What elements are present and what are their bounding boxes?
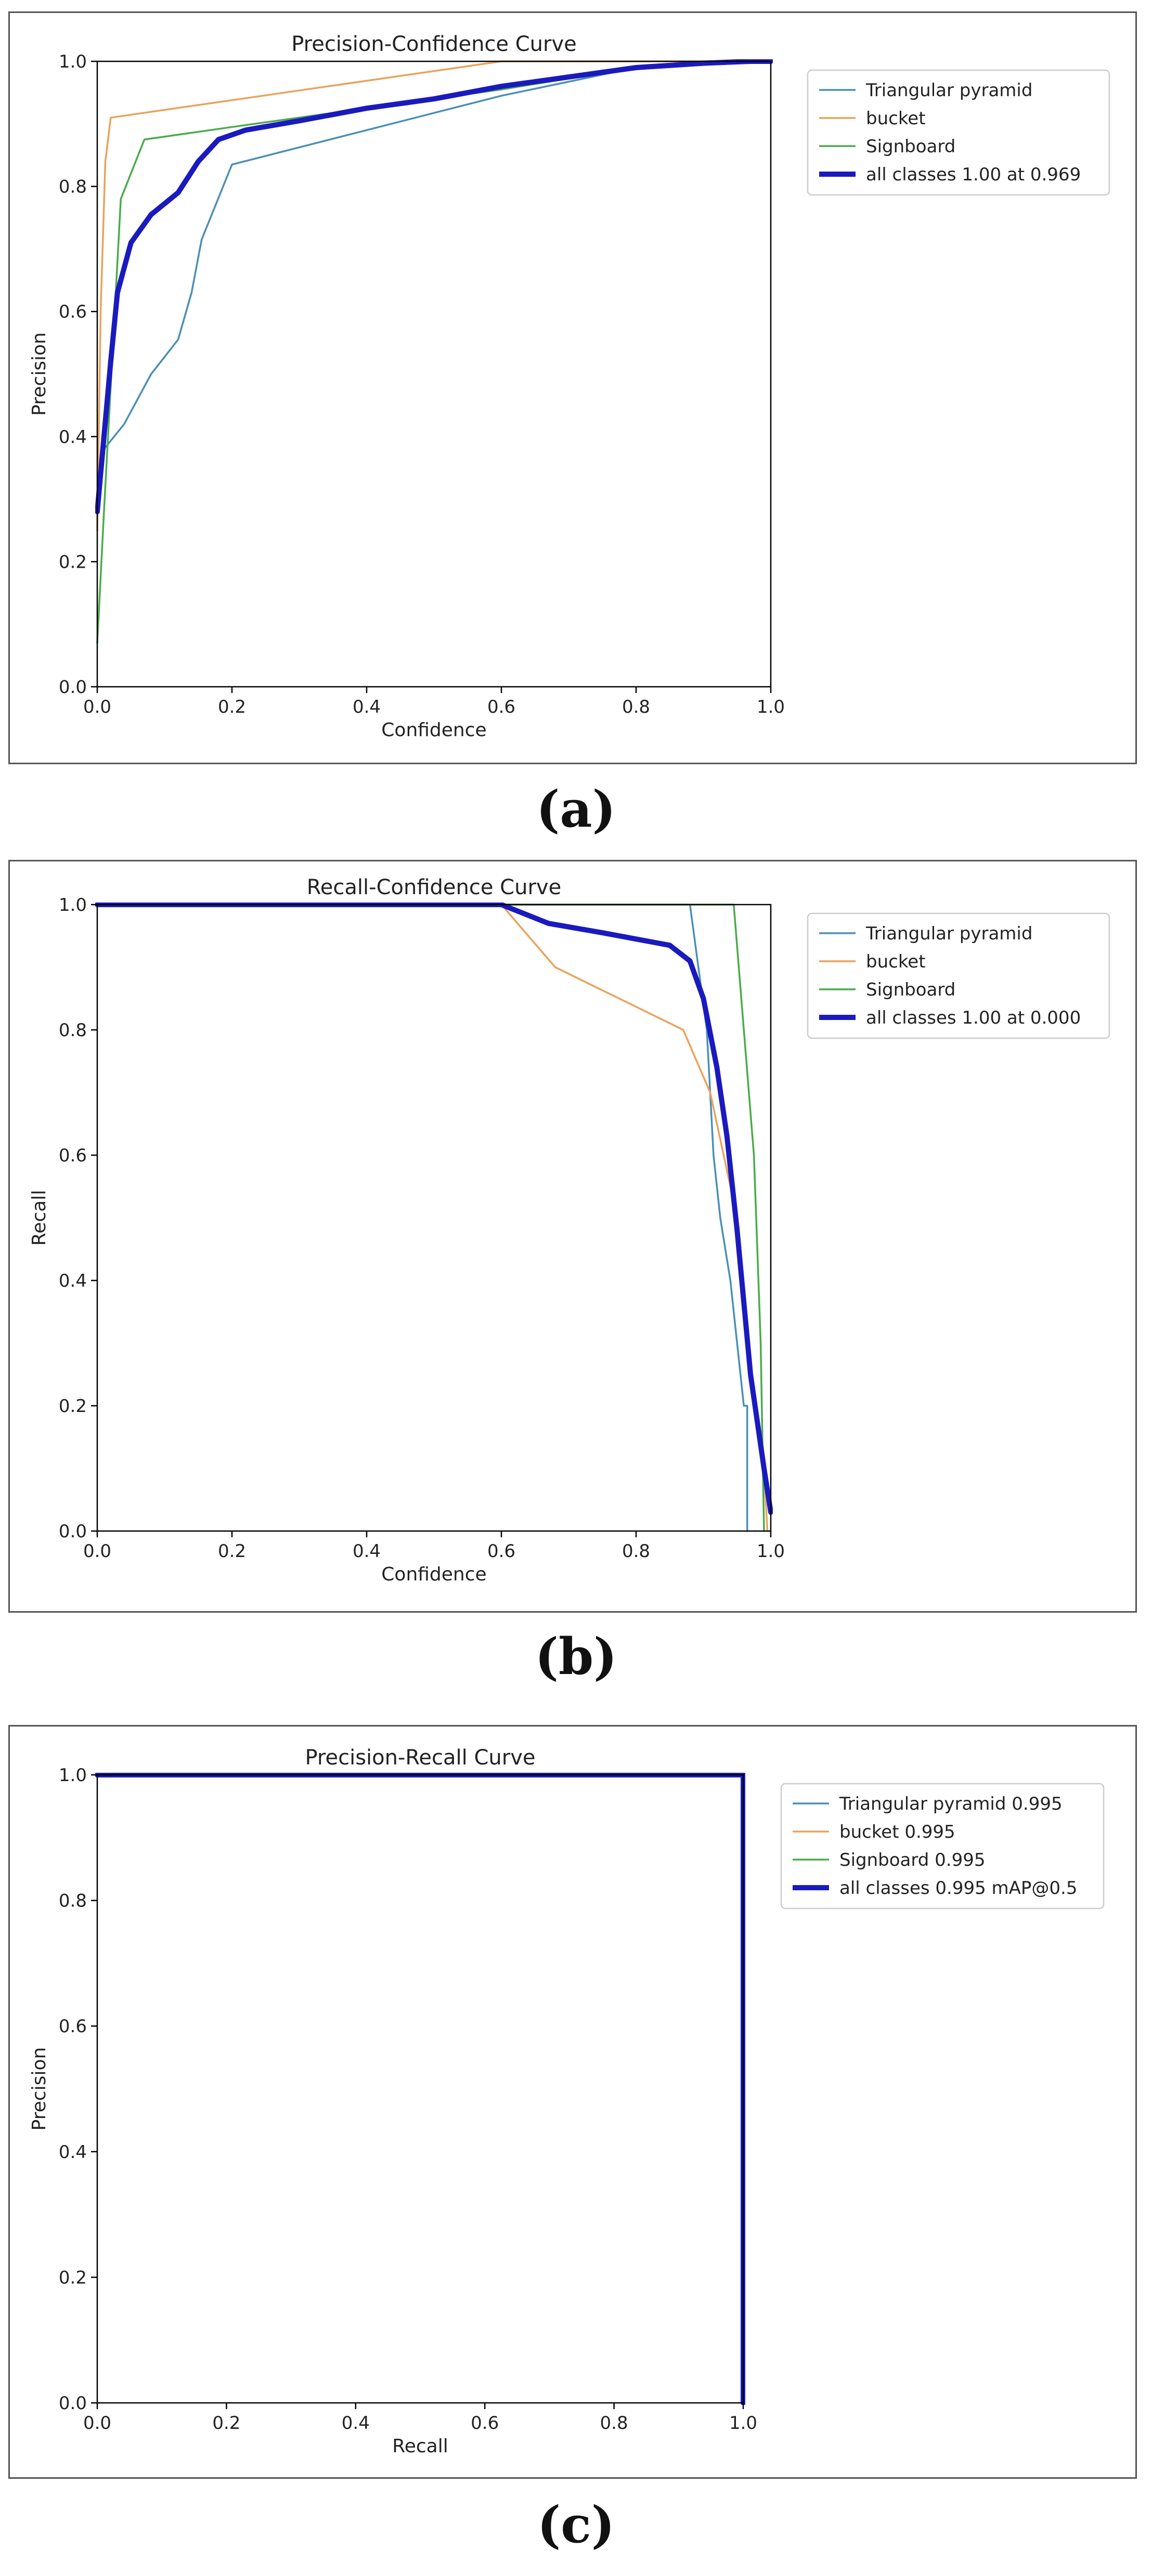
- plot-frame: [97, 1775, 743, 2403]
- y-tick-label: 0.2: [58, 552, 87, 573]
- series-line-4: [97, 61, 771, 512]
- legend-entry: Signboard: [866, 979, 956, 1000]
- series-group: [97, 1775, 743, 2403]
- legend-entry: all classes 0.995 mAP@0.5: [839, 1878, 1078, 1899]
- series-line-3: [97, 1775, 743, 2403]
- precision-recall-chart: [10, 1727, 1135, 2477]
- y-axis-label: Recall: [29, 1189, 50, 1246]
- series-line-1: [97, 905, 747, 1531]
- plot-frame: [97, 61, 771, 687]
- precision-confidence-chart: [10, 13, 1135, 763]
- chart-title: Precision-Confidence Curve: [291, 32, 577, 56]
- recall-confidence-chart: [10, 861, 1135, 1611]
- legend-entry: Triangular pyramid 0.995: [839, 1794, 1063, 1814]
- series-group: [97, 61, 771, 643]
- plot-frame: [97, 905, 771, 1531]
- y-axis-label: Precision: [29, 2047, 50, 2131]
- legend-entry: all classes 1.00 at 0.969: [866, 164, 1081, 185]
- x-tick-label: 0.0: [83, 1541, 112, 1562]
- series-line-1: [97, 61, 771, 512]
- y-tick-label: 0.4: [58, 2141, 87, 2163]
- chart-panel-a: [8, 11, 1137, 764]
- chart-title: Precision-Recall Curve: [305, 1746, 536, 1770]
- x-tick-label: 0.0: [83, 2413, 112, 2434]
- x-tick-label: 0.6: [471, 2413, 499, 2434]
- x-tick-label: 0.6: [487, 1541, 516, 1562]
- series-line-3: [97, 61, 771, 643]
- x-axis-label: Confidence: [381, 720, 487, 741]
- y-tick-label: 0.0: [58, 677, 87, 698]
- x-tick-label: 0.8: [622, 697, 651, 717]
- y-tick-label: 1.0: [58, 51, 87, 72]
- x-tick-label: 0.2: [217, 1541, 247, 1562]
- y-tick-label: 0.6: [58, 1145, 87, 1166]
- y-tick-label: 0.0: [58, 2393, 87, 2414]
- series-line-2: [97, 1775, 743, 2403]
- chart-panel-c: [8, 1725, 1137, 2479]
- y-tick-label: 1.0: [58, 895, 87, 916]
- legend-entry: bucket: [866, 108, 926, 129]
- y-tick-label: 1.0: [58, 1765, 87, 1786]
- y-tick-label: 0.8: [58, 1020, 87, 1041]
- y-tick-label: 0.6: [58, 302, 87, 323]
- x-tick-label: 1.0: [756, 697, 785, 717]
- x-tick-label: 0.2: [212, 2413, 241, 2434]
- y-tick-label: 0.8: [58, 176, 87, 198]
- x-tick-label: 1.0: [756, 1541, 785, 1562]
- legend-entry: bucket: [866, 951, 926, 972]
- y-tick-label: 0.2: [58, 1396, 87, 1417]
- caption-b: (b): [535, 1627, 617, 1686]
- legend-entry: Signboard 0.995: [839, 1850, 986, 1871]
- x-tick-label: 0.4: [352, 1541, 381, 1562]
- legend-entry: Triangular pyramid: [866, 923, 1033, 944]
- x-axis-label: Recall: [392, 2436, 448, 2457]
- caption-a: (a): [536, 780, 616, 839]
- series-line-2: [97, 905, 768, 1531]
- x-tick-label: 0.4: [352, 697, 381, 717]
- series-group: [97, 905, 771, 1531]
- chart-panel-b: [8, 860, 1137, 1613]
- y-tick-label: 0.4: [58, 426, 87, 448]
- legend-entry: bucket 0.995: [839, 1822, 955, 1842]
- y-axis-label: Precision: [29, 332, 50, 416]
- x-tick-label: 1.0: [729, 2413, 758, 2434]
- x-tick-label: 0.8: [600, 2413, 628, 2434]
- x-tick-label: 0.6: [487, 697, 516, 717]
- y-tick-label: 0.6: [58, 2016, 87, 2037]
- x-axis-label: Confidence: [381, 1564, 487, 1585]
- x-tick-label: 0.2: [217, 697, 247, 717]
- chart-title: Recall-Confidence Curve: [306, 875, 562, 899]
- y-tick-label: 0.2: [58, 2267, 87, 2289]
- x-tick-label: 0.8: [622, 1541, 651, 1562]
- series-line-4: [97, 1775, 743, 2403]
- y-tick-label: 0.4: [58, 1271, 87, 1291]
- caption-c: (c): [537, 2495, 615, 2554]
- x-tick-label: 0.0: [83, 697, 112, 717]
- legend-entry: Signboard: [866, 136, 956, 157]
- legend-entry: Triangular pyramid: [866, 80, 1033, 101]
- legend-entry: all classes 1.00 at 0.000: [866, 1008, 1081, 1028]
- y-tick-label: 0.0: [58, 1521, 87, 1542]
- series-line-4: [97, 905, 771, 1512]
- y-tick-label: 0.8: [58, 1890, 87, 1912]
- x-tick-label: 0.4: [341, 2413, 370, 2434]
- series-line-1: [97, 1775, 743, 2403]
- series-line-3: [97, 905, 764, 1531]
